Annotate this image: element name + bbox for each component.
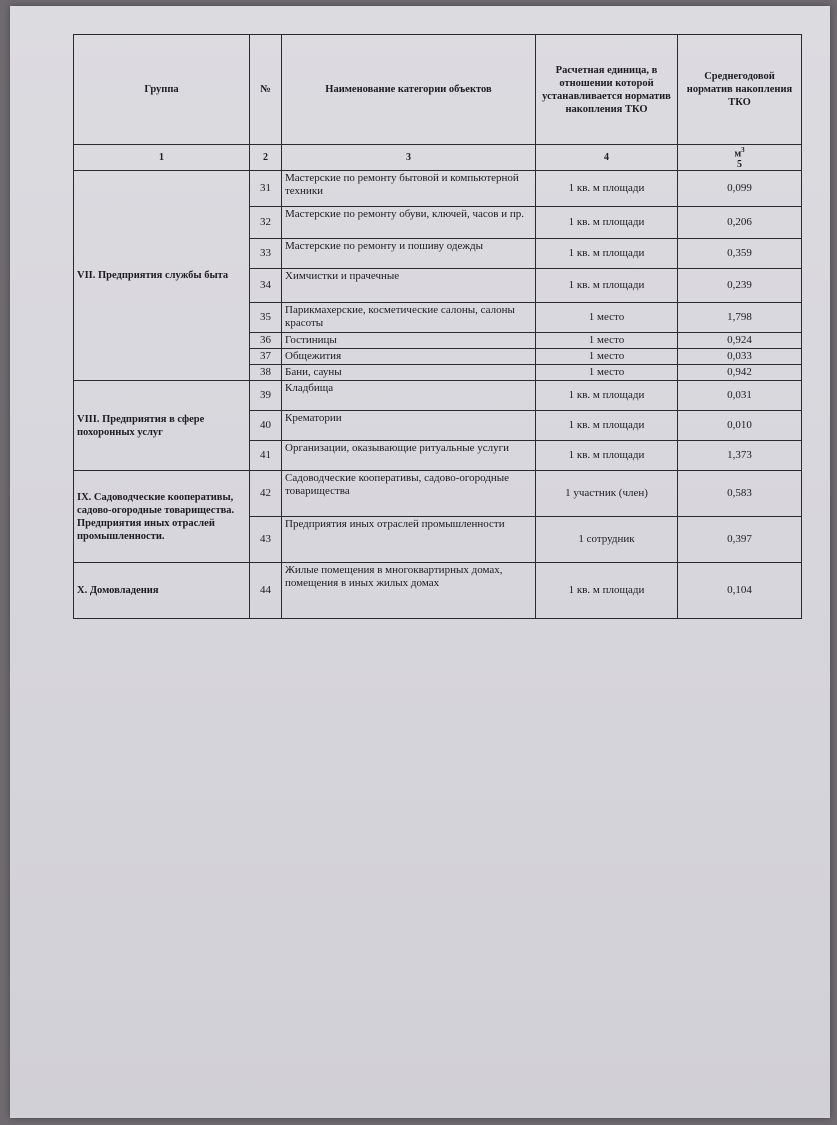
row-value: 0,099 <box>678 171 802 207</box>
row-name: Мастерские по ремонту и пошиву одежды <box>282 239 536 269</box>
row-num: 41 <box>250 441 282 471</box>
row-value: 0,010 <box>678 411 802 441</box>
table-row <box>74 563 802 619</box>
row-num: 34 <box>250 269 282 303</box>
table-row <box>74 171 802 207</box>
row-name: Мастерские по ремонту бытовой и компьютерной техники <box>282 171 536 207</box>
row-value: 0,583 <box>678 471 802 517</box>
row-unit: 1 кв. м площади <box>536 171 678 207</box>
header-num: № <box>250 35 282 145</box>
row-num: 42 <box>250 471 282 517</box>
row-num: 37 <box>250 349 282 365</box>
row-unit: 1 кв. м площади <box>536 381 678 411</box>
index-1: 1 <box>74 145 250 171</box>
row-name: Предприятия иных отраслей промышленности <box>282 517 536 563</box>
row-unit: 1 кв. м площади <box>536 207 678 239</box>
row-unit: 1 место <box>536 333 678 349</box>
row-value: 1,373 <box>678 441 802 471</box>
index-3: 3 <box>282 145 536 171</box>
row-unit: 1 кв. м площади <box>536 239 678 269</box>
index-5 <box>678 145 802 171</box>
row-value: 0,104 <box>678 563 802 619</box>
index-4: 4 <box>536 145 678 171</box>
group-vii: VII. Предприятия службы быта <box>74 171 250 381</box>
row-num: 35 <box>250 303 282 333</box>
row-value: 0,359 <box>678 239 802 269</box>
row-name: Гостиницы <box>282 333 536 349</box>
row-unit: 1 участник (член) <box>536 471 678 517</box>
row-value: 0,942 <box>678 365 802 381</box>
header-group: Группа <box>74 35 250 145</box>
row-unit: 1 место <box>536 349 678 365</box>
row-value: 0,397 <box>678 517 802 563</box>
column-index-row <box>74 145 802 171</box>
row-name: Химчистки и прачечные <box>282 269 536 303</box>
table-row <box>74 471 802 517</box>
row-value: 0,031 <box>678 381 802 411</box>
row-unit: 1 сотрудник <box>536 517 678 563</box>
row-name: Жилые помещения в многоквартирных домах, помещения в иных жилых домах <box>282 563 536 619</box>
row-num: 38 <box>250 365 282 381</box>
row-name: Организации, оказывающие ритуальные услуги <box>282 441 536 471</box>
index-5-number: 5 <box>737 159 742 171</box>
row-num: 33 <box>250 239 282 269</box>
table-row <box>74 381 802 411</box>
row-value: 0,206 <box>678 207 802 239</box>
header-unit: Расчетная единица, в отношении которой устанавливается норматив накопления ТКО <box>536 35 678 145</box>
row-name: Парикмахерские, косметические салоны, салоны красоты <box>282 303 536 333</box>
row-num: 39 <box>250 381 282 411</box>
row-num: 31 <box>250 171 282 207</box>
row-value: 0,239 <box>678 269 802 303</box>
row-name: Садоводческие кооперативы, садово-огородные товарищества <box>282 471 536 517</box>
row-num: 43 <box>250 517 282 563</box>
row-name: Общежития <box>282 349 536 365</box>
row-value: 0,033 <box>678 349 802 365</box>
row-unit: 1 кв. м площади <box>536 441 678 471</box>
unit-m3: $м^3$ <box>734 146 745 160</box>
row-unit: 1 кв. м площади <box>536 411 678 441</box>
group-viii: VIII. Предприятия в сфере похоронных услуг <box>74 381 250 471</box>
row-name: Крематории <box>282 411 536 441</box>
table-header-row <box>74 35 802 145</box>
header-norm: Среднегодовой норматив накопления ТКО <box>678 35 802 145</box>
header-name: Наименование категории объектов <box>282 35 536 145</box>
row-num: 32 <box>250 207 282 239</box>
row-unit: 1 место <box>536 303 678 333</box>
index-2: 2 <box>250 145 282 171</box>
row-num: 40 <box>250 411 282 441</box>
row-unit: 1 кв. м площади <box>536 269 678 303</box>
group-ix: IX. Садоводческие кооперативы, садово-огородные товарищества. Предприятия иных отраслей промышленности. <box>74 471 250 563</box>
row-value: 1,798 <box>678 303 802 333</box>
row-unit: 1 кв. м площади <box>536 563 678 619</box>
row-name: Мастерские по ремонту обуви, ключей, часов и пр. <box>282 207 536 239</box>
row-value: 0,924 <box>678 333 802 349</box>
group-x: X. Домовладения <box>74 563 250 619</box>
row-num: 36 <box>250 333 282 349</box>
row-num: 44 <box>250 563 282 619</box>
norms-table <box>73 34 802 619</box>
row-name: Бани, сауны <box>282 365 536 381</box>
document-page <box>10 6 830 1118</box>
row-unit: 1 место <box>536 365 678 381</box>
row-name: Кладбища <box>282 381 536 411</box>
